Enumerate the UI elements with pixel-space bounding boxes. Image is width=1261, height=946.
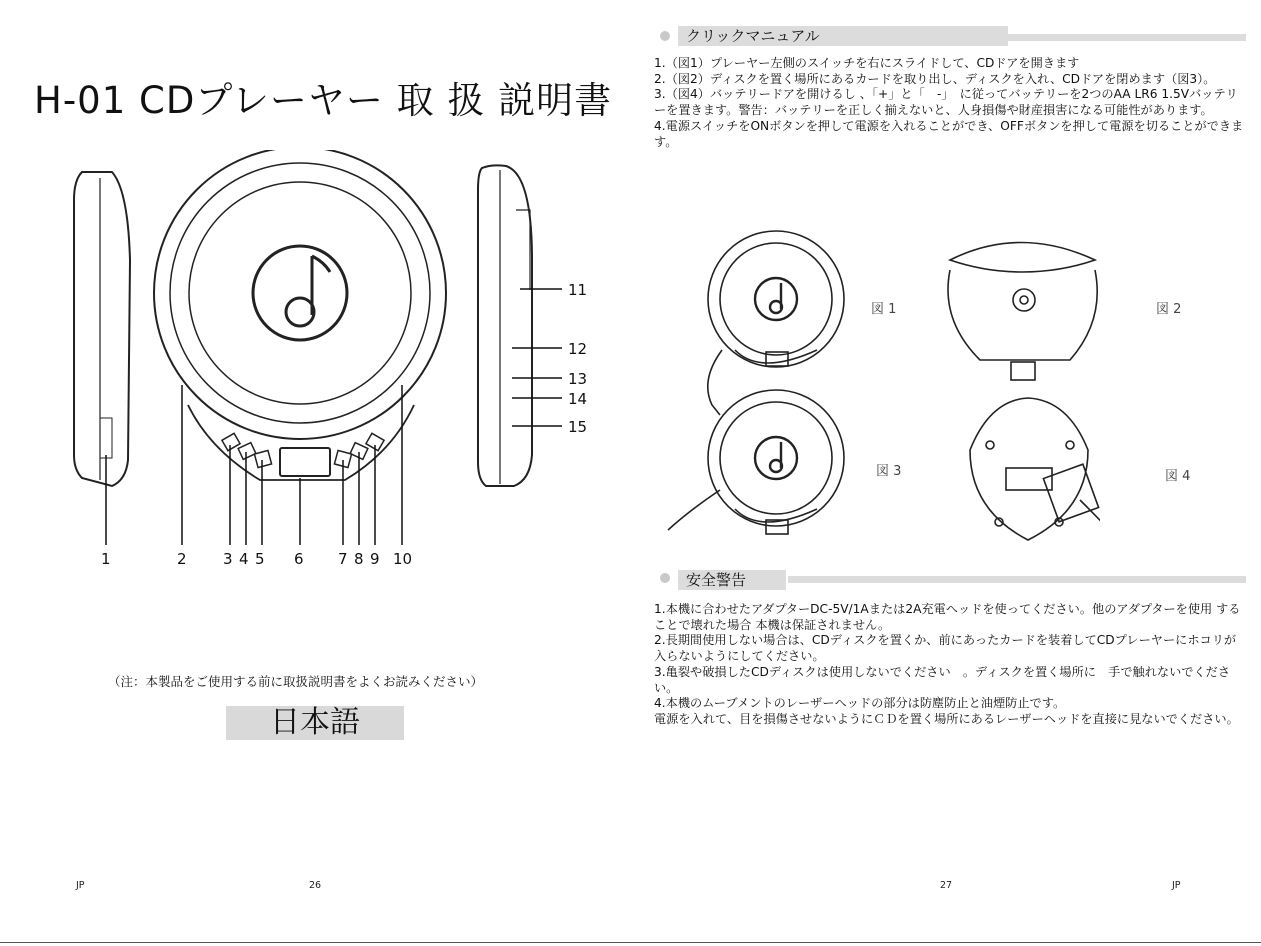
page-number-right: 27	[940, 880, 953, 891]
quick-manual-text	[654, 56, 1246, 150]
label-13: 13	[568, 370, 588, 388]
quick-manual-item-2: 2.（図2）ディスクを置く場所にあるカードを取り出し、ディスクを入れ、CDドアを閉めます（図3）。	[654, 71, 1216, 86]
bottom-border	[0, 942, 1261, 943]
quick-manual-item-4: 4.電源スイッチをONボタンを押して電源を入れることができ、OFFボタンを押して電源を切ることができます。	[654, 118, 1244, 149]
figures-illustration	[660, 225, 1100, 560]
section-rule	[788, 576, 1246, 583]
safety-item-4: 4.本機のムーブメントのレーザーヘッドの部分は防塵防止と油煙防止です。	[654, 696, 1066, 711]
manual-title: H-01 CDプレーヤー 取 扱 説明書	[34, 79, 613, 122]
label-7: 7	[338, 550, 348, 568]
section-title-quick-manual: クリックマニュアル	[678, 26, 1008, 46]
figure-2-label: 図 2	[1156, 302, 1182, 317]
label-8: 8	[354, 550, 364, 568]
quick-manual-item-1: 1.（図1）プレーヤー左側のスイッチを右にスライドして、CDドアを開きます	[654, 56, 1080, 70]
label-2: 2	[177, 550, 187, 568]
quick-manual-item-3: 3.（図4）バッテリードアを開けるし 、「+」と「 -」 に従ってバッテリーを2つのAA LR6 1.5Vバッテリーを置きます。警告：バッテリーを正しく揃えないと、人身損傷や財産損害になる可能性があります。	[654, 87, 1238, 118]
label-3: 3	[223, 550, 233, 568]
safety-text	[654, 602, 1246, 728]
label-6: 6	[294, 550, 304, 568]
label-12: 12	[568, 340, 588, 358]
figure-3-label: 図 3	[876, 464, 902, 479]
safety-item-5: 電源を入れて、目を損傷させないようにＣＤを置く場所にあるレーザーヘッドを直接に見ないでください。	[654, 711, 1239, 726]
label-10: 10	[393, 550, 413, 568]
section-header-safety	[660, 570, 1246, 592]
cd-player-diagram	[60, 150, 620, 580]
figure-1-label: 図 1	[871, 302, 897, 317]
footer-right-jp: JP	[1172, 880, 1181, 891]
section-title-safety: 安全警告	[678, 570, 786, 590]
figure-4-label: 図 4	[1165, 469, 1191, 484]
safety-item-2: 2.長期間使用しない場合は、CDディスクを置くか、前にあったカードを装着してCDプレーヤーにホコリが入らないようにしてください。	[654, 633, 1237, 664]
bullet-dot	[660, 573, 670, 583]
safety-item-3: 3.亀裂や破損したCDディスクは使用しないでください 。ディスクを置く場所に 手で触れないでください。	[654, 664, 1231, 695]
label-4: 4	[239, 550, 249, 568]
label-5: 5	[255, 550, 265, 568]
label-11: 11	[568, 281, 588, 299]
usage-note: （注：本製品をご使用する前に取扱説明書をよくお読みください）	[108, 674, 484, 689]
bullet-dot	[660, 31, 670, 41]
section-header-quick-manual	[660, 26, 1246, 48]
language-label: 日本語	[226, 706, 404, 740]
label-14: 14	[568, 390, 588, 408]
page-number-left: 26	[309, 880, 322, 891]
footer-left-jp: JP	[76, 880, 85, 891]
label-9: 9	[370, 550, 380, 568]
label-15: 15	[568, 418, 588, 436]
label-1: 1	[101, 550, 111, 568]
safety-item-1: 1.本機に合わせたアダプターDC-5V/1Aまたは2A充電ヘッドを使ってください。他のアダプターを使用 することで壊れた場合 本機は保証されません。	[654, 602, 1241, 632]
section-rule	[1008, 34, 1246, 41]
